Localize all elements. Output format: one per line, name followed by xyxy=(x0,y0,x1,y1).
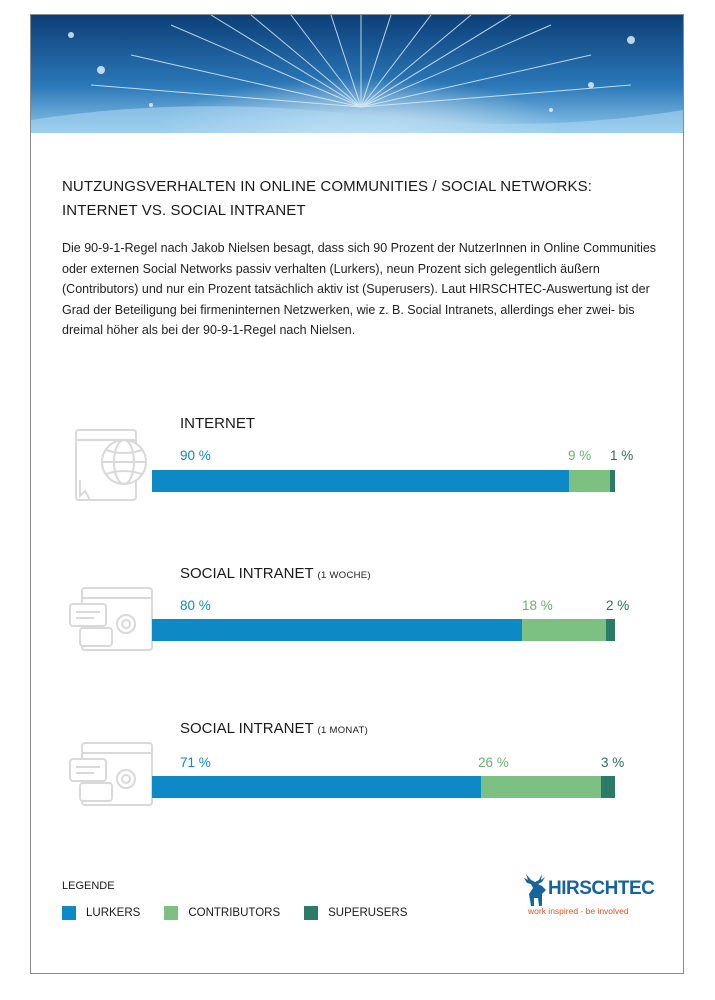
title-line-2: INTERNET VS. SOCIAL INTRANET xyxy=(62,202,306,219)
logo-tagline: work inspired - be involved xyxy=(528,906,629,916)
section-subtitle: (1 WOCHE) xyxy=(317,570,371,581)
section-title-text: SOCIAL INTRANET xyxy=(180,720,314,737)
title-line-1: NUTZUNGSVERHALTEN IN ONLINE COMMUNITIES / SOCIAL NETWORKS: xyxy=(62,178,593,195)
stacked-bar xyxy=(152,619,615,641)
legend-item-lurkers xyxy=(62,906,140,920)
section-title xyxy=(180,415,255,432)
legend-swatch-contributors xyxy=(164,906,178,920)
deer-icon xyxy=(520,872,550,906)
dandelion-banner-graphic xyxy=(31,15,683,133)
section-social-intranet-week xyxy=(0,558,715,698)
stacked-bar xyxy=(152,470,615,492)
legend-swatch-lurkers xyxy=(62,906,76,920)
label-contributors: 9 % xyxy=(568,448,592,463)
hirschtec-logo xyxy=(520,872,655,922)
section-subtitle: (1 MONAT) xyxy=(317,725,369,736)
page-title xyxy=(62,175,662,223)
bar-segment-lurkers xyxy=(152,470,569,492)
section-social-intranet-month xyxy=(0,713,715,853)
header-banner-image xyxy=(31,15,683,133)
section-internet xyxy=(0,410,715,550)
bar-segment-contributors xyxy=(522,619,605,641)
legend-item-superusers xyxy=(304,906,407,920)
section-title xyxy=(180,565,371,582)
label-lurkers: 90 % xyxy=(180,448,211,463)
legend-title: LEGENDE xyxy=(62,880,115,892)
section-title xyxy=(180,720,368,737)
globe-browser-icon xyxy=(68,416,158,506)
label-superusers: 3 % xyxy=(601,755,625,770)
legend-label: CONTRIBUTORS xyxy=(188,907,281,919)
bar-segment-lurkers xyxy=(152,619,522,641)
logo-wordmark: HIRSCHTEC xyxy=(548,878,655,899)
legend-label: SUPERUSERS xyxy=(328,907,408,919)
label-contributors: 26 % xyxy=(478,755,509,770)
label-superusers: 1 % xyxy=(610,448,634,463)
section-title-text: INTERNET xyxy=(180,415,255,432)
bar-segment-contributors xyxy=(569,470,611,492)
label-contributors: 18 % xyxy=(522,598,553,613)
label-lurkers: 80 % xyxy=(180,598,211,613)
chat-gear-icon xyxy=(68,578,158,668)
section-title-text: SOCIAL INTRANET xyxy=(180,565,314,582)
legend-item-contributors xyxy=(164,906,280,920)
bar-segment-superusers xyxy=(606,619,615,641)
legend xyxy=(62,906,431,920)
label-superusers: 2 % xyxy=(606,598,630,613)
chat-gear-icon xyxy=(68,733,158,823)
stacked-bar xyxy=(152,776,615,798)
legend-label: LURKERS xyxy=(86,907,141,919)
intro-paragraph: Die 90-9-1-Regel nach Jakob Nielsen besagt, dass sich 90 Prozent der NutzerInnen in Online Communities oder externen Social Networks passiv verhalten (Lurkers), neun Prozent sich gelegentlich äußern (Contributors) und nur ein Prozent tatsächlich aktiv ist (Superusers). Laut HIRSCHTEC-Auswertung ist der Grad der Beteiligung bei firmeninternen Netzwerken, wie z. B. Social Intranets, allerdings eher zwei- bis dreimal höher als bei der 90-9-1-Regel nach Nielsen. xyxy=(62,241,657,337)
bar-segment-contributors xyxy=(481,776,601,798)
bar-segment-superusers xyxy=(610,470,615,492)
bar-segment-superusers xyxy=(601,776,615,798)
legend-swatch-superusers xyxy=(304,906,318,920)
label-lurkers: 71 % xyxy=(180,755,211,770)
bar-segment-lurkers xyxy=(152,776,481,798)
